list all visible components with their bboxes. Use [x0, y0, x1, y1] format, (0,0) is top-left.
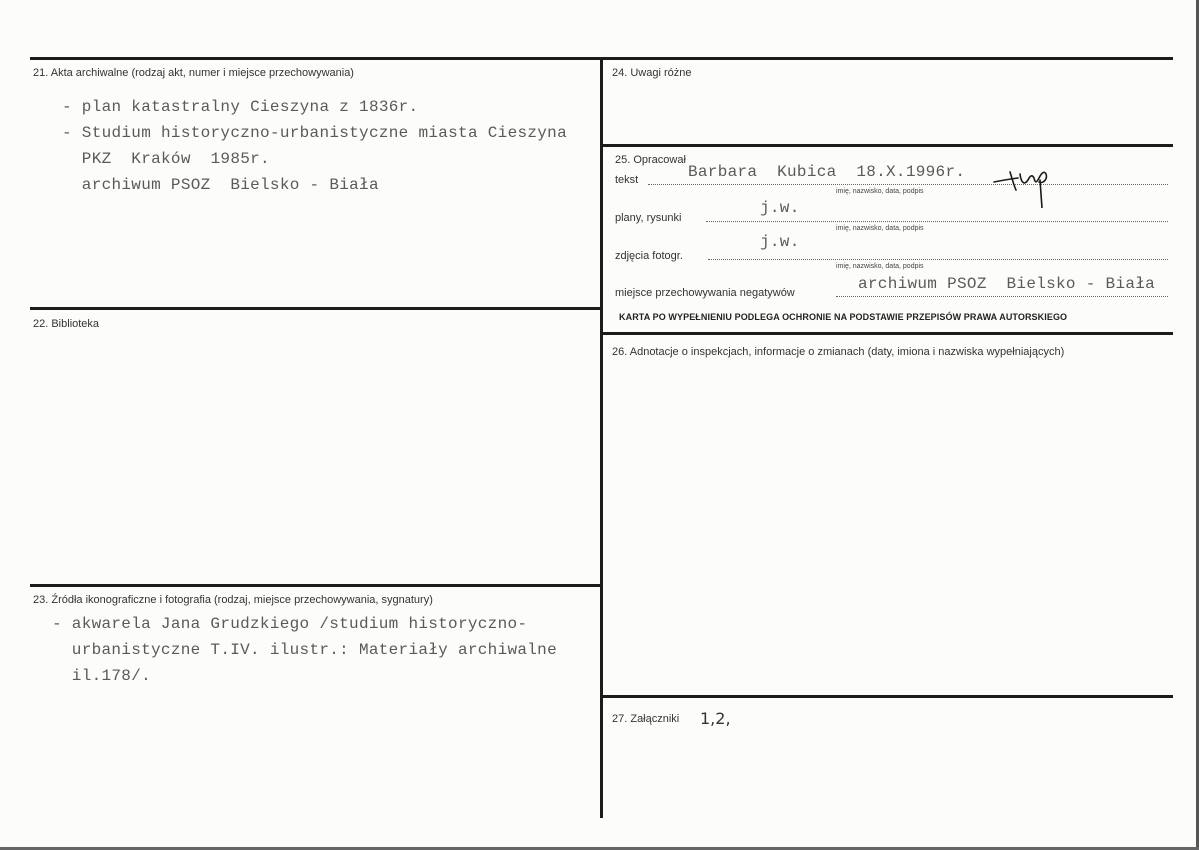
- plany-label: plany, rysunki: [615, 212, 682, 224]
- tekst-line: [648, 184, 1168, 185]
- rule-26-27: [602, 695, 1173, 698]
- plany-caption: imię, nazwisko, data, podpis: [836, 225, 924, 232]
- signature-mark: [990, 160, 1052, 208]
- entry-line: il.178/.: [52, 667, 152, 685]
- section-23-entries: [52, 615, 557, 693]
- section-25-label: 25. Opracował: [615, 154, 686, 166]
- entry-line: PKZ Kraków 1985r.: [62, 150, 270, 168]
- tekst-label: tekst: [615, 174, 639, 186]
- tekst-caption: imię, nazwisko, data, podpis: [836, 188, 924, 195]
- section-27-label: 27. Załączniki: [612, 713, 680, 725]
- tekst-value: Barbara Kubica 18.X.1996r.: [688, 163, 966, 181]
- plany-value: j.w.: [760, 199, 800, 217]
- zdjecia-label: zdjęcia fotogr.: [615, 250, 683, 262]
- zdjecia-value: j.w.: [760, 233, 800, 251]
- entry-line: - Studium historyczno-urbanistyczne miasta Cieszyna: [62, 124, 567, 142]
- copyright-notice: KARTA PO WYPEŁNIENIU PODLEGA OCHRONIE NA PODSTAWIE PRZEPISÓW PRAWA AUTORSKIEGO: [619, 312, 1068, 322]
- section-21-label: 21. Akta archiwalne (rodzaj akt, numer i miejsce przechowywania): [33, 67, 354, 79]
- rule-25-26: [602, 332, 1173, 335]
- rule-24-25: [602, 144, 1173, 147]
- negatywy-line: [836, 296, 1168, 297]
- center-divider: [600, 57, 603, 818]
- rule-22-23: [30, 584, 602, 587]
- attachments-value: 1,2,: [700, 709, 731, 728]
- plany-line: [706, 221, 1168, 222]
- entry-line: - akwarela Jana Grudzkiego /studium historyczno-: [52, 615, 528, 633]
- section-24-label: 24. Uwagi różne: [612, 67, 692, 79]
- negatywy-value: archiwum PSOZ Bielsko - Biała: [858, 275, 1156, 293]
- zdjecia-line: [708, 259, 1168, 260]
- section-21-entries: [62, 98, 567, 202]
- entry-line: urbanistyczne T.IV. ilustr.: Materiały archiwalne: [52, 641, 557, 659]
- section-23-label: 23. Źródła ikonograficzne i fotografia (rodzaj, miejsce przechowywania, sygnatury): [33, 594, 433, 606]
- negatywy-label: miejsce przechowywania negatywów: [615, 287, 795, 299]
- section-26-label: 26. Adnotacje o inspekcjach, informacje o zmianach (daty, imiona i nazwiska wypełniających): [612, 346, 1065, 358]
- entry-line: archiwum PSOZ Bielsko - Biała: [62, 176, 379, 194]
- entry-line: - plan katastralny Cieszyna z 1836r.: [62, 98, 419, 116]
- zdjecia-caption: imię, nazwisko, data, podpis: [836, 263, 924, 270]
- section-22-label: 22. Biblioteka: [33, 318, 100, 330]
- rule-21-22: [30, 307, 602, 310]
